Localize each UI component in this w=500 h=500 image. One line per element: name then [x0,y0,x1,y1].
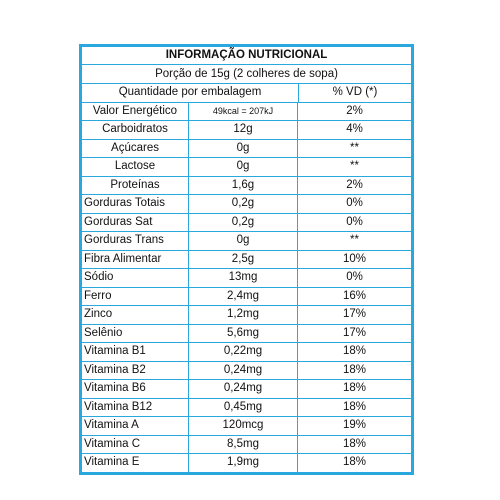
nutrient-daily-value: 16% [342,289,367,302]
nutrient-quantity: 12g [189,121,298,139]
nutrient-quantity: 0,2g [189,195,298,213]
nutrient-quantity: 1,2mg [189,306,298,324]
nutrient-name: Gorduras Trans [82,232,189,250]
table-row [82,454,411,472]
nutrient-name: Valor Energético [82,103,189,121]
table-row [82,343,411,362]
nutrient-name: Sódio [82,269,189,287]
nutrient-daily-value: ** [350,234,359,246]
nutrient-name: Açúcares [82,140,189,158]
table-row [82,417,411,436]
table-row [82,269,411,288]
nutrient-daily-value: 18% [342,437,367,450]
nutrient-daily-value: 0% [346,271,363,283]
nutrient-daily-value: 2% [346,104,363,117]
nutrient-rows [82,103,411,472]
nutrient-quantity: 0g [189,140,298,158]
nutrient-name: Carboidratos [82,121,189,139]
nutrient-daily-value: 17% [342,308,367,320]
nutrient-name: Vitamina B1 [82,343,189,361]
nutrient-daily-value: 18% [342,345,367,357]
nutrient-quantity: 0,22mg [189,343,298,361]
nutrient-daily-value: 18% [342,456,367,468]
nutrient-quantity: 0g [189,232,298,250]
table-row [82,399,411,418]
table-row [82,325,411,344]
nutrient-name: Vitamina B6 [82,380,189,398]
nutrient-quantity: 49kcal = 207kJ [189,103,298,121]
nutrient-quantity: 0,24mg [189,380,298,398]
nutrient-name: Vitamina B2 [82,362,189,380]
nutrient-name: Selênio [82,325,189,343]
nutrient-quantity: 1,6g [189,177,298,195]
nutrient-quantity: 13mg [189,269,298,287]
nutrient-daily-value: 2% [346,178,363,191]
table-title: INFORMAÇÃO NUTRICIONAL [82,47,411,65]
nutrient-daily-value: ** [350,160,359,172]
nutrient-name: Vitamina B12 [82,399,189,417]
nutrient-name: Vitamina A [82,417,189,435]
table-row [82,232,411,251]
nutrient-name: Vitamina C [82,436,189,454]
table-row [82,436,411,455]
table-row [82,288,411,307]
table-row [82,251,411,270]
table-row [82,306,411,325]
nutrient-daily-value: 4% [346,123,363,135]
nutrient-name: Gorduras Totais [82,195,189,213]
nutrient-quantity: 0,24mg [189,362,298,380]
nutrient-quantity: 0,45mg [189,399,298,417]
nutrition-facts-table [79,44,414,475]
portion-size: Porção de 15g (2 colheres de sopa) [82,65,411,84]
table-row [82,362,411,381]
nutrient-name: Zinco [82,306,189,324]
column-header-row [82,84,411,103]
nutrient-quantity: 5,6mg [189,325,298,343]
table-row [82,121,411,140]
nutrient-quantity: 0g [189,158,298,176]
nutrient-quantity: 120mcg [189,417,298,435]
nutrient-daily-value: 18% [342,382,367,394]
table-row [82,103,411,122]
nutrient-name: Proteínas [82,177,189,195]
table-row [82,140,411,159]
nutrient-daily-value: ** [350,141,359,154]
nutrient-name: Gorduras Sat [82,214,189,232]
nutrient-daily-value: 19% [342,419,367,431]
table-row [82,380,411,399]
nutrient-quantity: 8,5mg [189,436,298,454]
nutrient-name: Fibra Alimentar [82,251,189,269]
nutrient-daily-value: 0% [346,215,363,228]
table-row [82,195,411,214]
nutrient-daily-value: 18% [342,400,367,413]
table-row [82,158,411,177]
nutrient-name: Ferro [82,288,189,306]
nutrient-quantity: 2,4mg [189,288,298,306]
nutrient-daily-value: 18% [342,363,367,376]
daily-value-column-header: % VD (*) [332,86,378,98]
nutrient-name: Vitamina E [82,454,189,472]
table-row [82,177,411,196]
nutrient-daily-value: 0% [346,197,363,209]
nutrient-daily-value: 17% [342,326,367,339]
table-row [82,214,411,233]
nutrient-quantity: 1,9mg [189,454,298,472]
nutrient-name: Lactose [82,158,189,176]
nutrient-quantity: 2,5g [189,251,298,269]
nutrient-daily-value: 10% [342,252,367,265]
quantity-column-header: Quantidade por embalagem [82,84,299,102]
nutrient-quantity: 0,2g [189,214,298,232]
